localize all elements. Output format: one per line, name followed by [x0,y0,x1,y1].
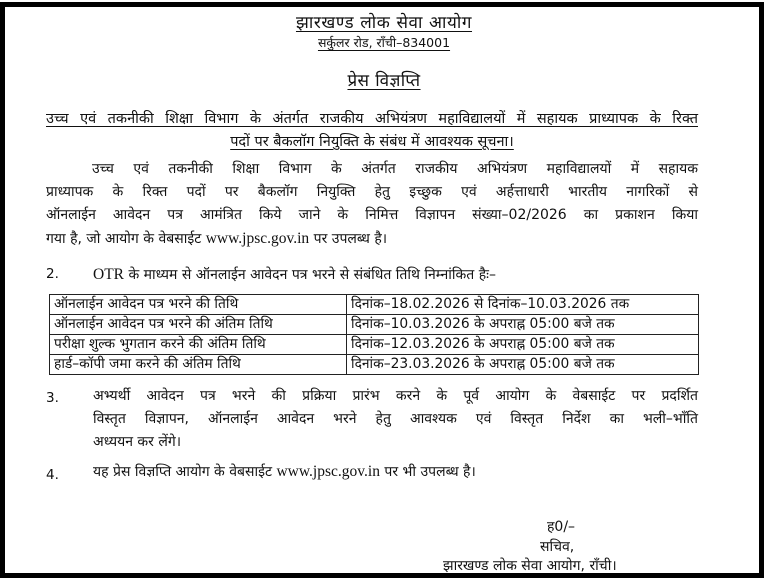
signature-office: झारखण्ड लोक सेवा आयोग, राँची। [443,558,617,574]
subject-line-2-text: पदों पर बैकलॉग नियुक्ति के संबंध में आवश्यक सूचना। [230,134,514,150]
intro-line-4-pre: गया है, जो आयोग के वेबसाईट [46,231,206,247]
section-2-text-rest: के माध्यम से ऑनलाईन आवेदन पत्र भरने से संबंधित तिथि निम्नांकित हैः– [124,267,496,283]
section-2-text [93,265,496,284]
intro-line-4-post: पर उपलब्ध है। [309,231,388,247]
section-4-number: 4. [46,467,59,483]
section-4-text-pre: यह प्रेस विज्ञप्ति आयोग के वेबसाईट [93,464,277,480]
event-cell: हार्ड–कॉपी जमा करने की अंतिम तिथि [50,355,347,375]
section-4-text [93,462,476,481]
section-3-text [93,385,698,454]
table-row [50,335,699,355]
intro-line-1: उच्च एवं तकनीकी शिक्षा विभाग के अंतर्गत राजकीय अभियंत्रण महाविद्यालयों में सहायक [92,161,698,177]
intro-line-3: ऑनलाईन आवेदन पत्र आमंत्रित किये जाने के निमित्त विज्ञापन संख्या–02/2026 का प्रकाशन किया [46,207,698,223]
organization-title [0,10,768,33]
section-4-text-post: पर भी उपलब्ध है। [379,464,476,480]
important-dates-table [49,294,699,375]
subject-line-2 [46,131,698,154]
date-cell: दिनांक–18.02.2026 से दिनांक–10.03.2026 तक [347,295,699,315]
signature-designation: सचिव, [540,539,575,555]
section-3-line-2: विस्तृत विज्ञापन, ऑनलाईन आवेदन भरने हेतु आवश्यक एवं विस्तृत निर्देश का भली–भाँति [93,411,698,427]
event-cell: ऑनलाईन आवेदन पत्र भरने की अंतिम तिथि [50,315,347,335]
date-cell: दिनांक–23.03.2026 के अपराह्न 05:00 बजे तक [347,355,699,375]
table-row [50,295,699,315]
intro-line-2: प्राध्यापक के रिक्त पदों पर बैकलॉग नियुक्ति हेतु इच्छुक एवं अर्हत्ताधारी भारतीय नागरिकों से [46,184,698,200]
section-3-number: 3. [46,390,59,406]
intro-line-4 [46,227,698,251]
subject-line-1: उच्च एवं तकनीकी शिक्षा विभाग के अंतर्गत राजकीय अभियंत्रण महाविद्यालयों में सहायक प्राध्यापक के रिक्त [46,111,698,127]
website-link[interactable]: www.jpsc.gov.in [205,230,310,247]
section-3-line-1: अभ्यर्थी आवेदन पत्र भरने की प्रक्रिया प्रारंभ करने के पूर्व आयोग के वेबसाईट पर प्रदर्शित [93,388,698,404]
organization-name: झारखण्ड लोक सेवा आयोग [295,13,473,33]
subject-heading [46,108,698,154]
intro-paragraph [46,158,698,251]
address-text: सर्कुलर रोड, राँची–834001 [317,35,451,50]
signature-mark: ह0/– [547,519,576,535]
table-row [50,315,699,335]
section-3-line-3: अध्ययन कर लेंगे। [93,434,182,450]
event-cell: परीक्षा शुल्क भुगतान करने की अंतिम तिथि [50,335,347,355]
otr-label: OTR [93,266,124,283]
section-2-number: 2. [46,266,59,282]
document-type: प्रेस विज्ञप्ति [347,71,421,91]
press-release-title [0,68,768,91]
event-cell: ऑनलाईन आवेदन पत्र भरने की तिथि [50,295,347,315]
organization-address [0,34,768,51]
date-cell: दिनांक–12.03.2026 के अपराह्न 05:00 बजे तक [347,335,699,355]
table-row [50,355,699,375]
website-link[interactable]: www.jpsc.gov.in [276,463,380,480]
date-cell: दिनांक–10.03.2026 के अपराह्न 05:00 बजे तक [347,315,699,335]
